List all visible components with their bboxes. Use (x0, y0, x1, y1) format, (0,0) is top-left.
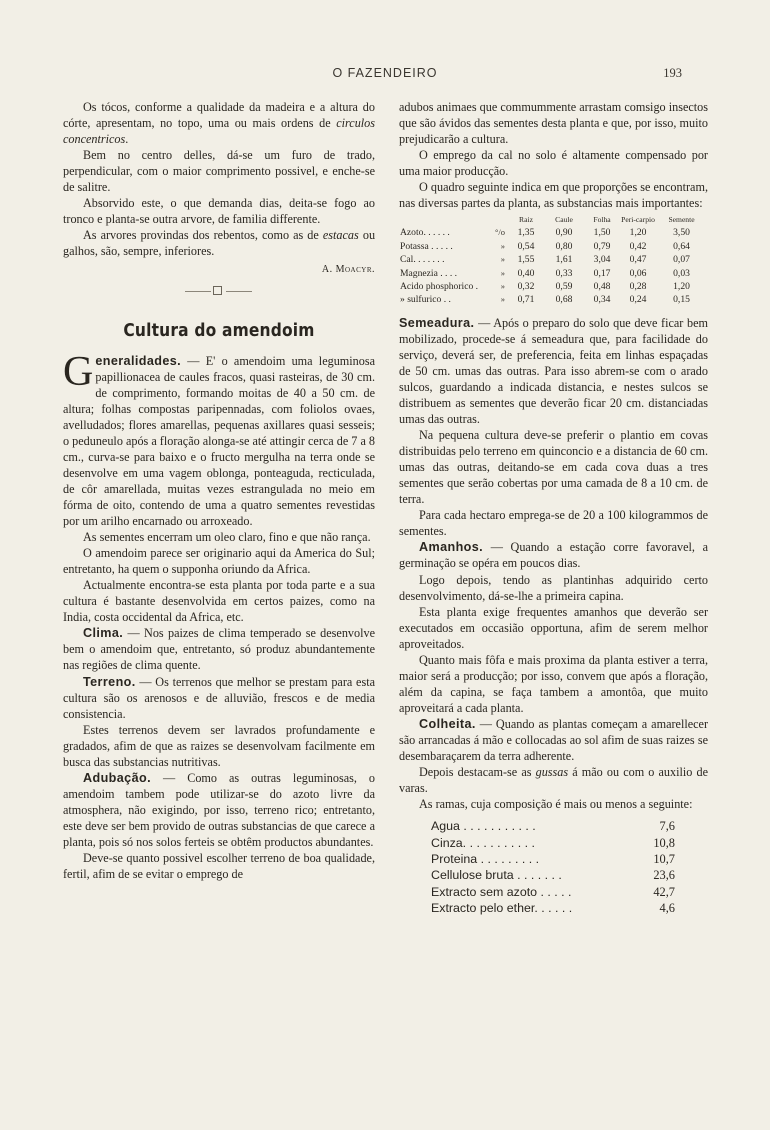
table-unit: » (500, 280, 505, 291)
table-cell: 1,50 (593, 227, 611, 239)
section-keyword: Amanhos. (419, 540, 484, 555)
table-cell: 0,03 (673, 267, 690, 279)
paragraph: Para cada hectaro emprega-se de 20 a 100 kilogrammos de sementes. (399, 508, 708, 539)
table-column-header: Raiz (519, 215, 533, 225)
table-header-row (399, 215, 708, 226)
table-cell: 0,33 (555, 267, 573, 279)
left-column (63, 99, 375, 882)
table-cell: 0,90 (555, 227, 573, 239)
table-row-label: Cal. . . . . . . (400, 254, 445, 266)
paragraph: Quanto mais fôfa e mais proxima da planta estiver a terra, maior será a producção; por isso, convem que após a floração, além da capina, se faça tambem a amontôa, que muito aproveitará a cada planta. (399, 652, 708, 715)
table-row (399, 280, 708, 293)
composition-value: 4,6 (659, 901, 675, 916)
table-cell: 0,24 (629, 294, 647, 306)
paragraph: As arvores provindas dos rebentos, como as de estacas ou galhos, são, sempre, inferiores. (63, 228, 376, 259)
composition-value: 10,8 (653, 835, 675, 850)
composition-value: 10,7 (653, 852, 675, 867)
paragraph-adubacao: Adubação. — Como as outras leguminosas, o amendoim tambem pode utilizar-se do azoto livre da atmosphera, não exigindo, por isso, terreno rico; entretanto, este deve ser bem provido de outras substancias de que carece a planta, pois só nos solos ferteis se obtêm productos abundantes. (63, 770, 376, 849)
section-keyword: eneralidades. (95, 353, 182, 368)
paragraph-terreno: Terreno. — Os terrenos que melhor se prestam para esta cultura são os arenosos e de alluvião, frescos e de media consistencia. (63, 674, 375, 721)
composition-value: 42,7 (653, 884, 675, 899)
paragraph: As sementes encerram um oleo claro, fino e que não rança. (83, 530, 371, 545)
table-row (399, 240, 708, 253)
table-cell: 0,59 (555, 280, 573, 292)
composition-value: 7,6 (659, 819, 675, 834)
table-cell: 0,64 (673, 240, 690, 252)
table-row-label: Acido phosphorico . (400, 280, 479, 292)
section-keyword: Adubação. (83, 770, 151, 785)
table-unit: » (500, 240, 505, 251)
table-unit: » (500, 267, 505, 278)
table-cell: 0,42 (629, 240, 647, 252)
ramas-composition-list (431, 818, 675, 916)
table-row (399, 267, 708, 280)
table-cell: 0,17 (593, 267, 611, 279)
table-unit: °/o (494, 227, 505, 238)
table-cell: 0,28 (629, 280, 647, 292)
paragraph: Bem no centro delles, dá-se um furo de trado, perpendicular, com o maior comprimento possivel, e enche-se de salitre. (63, 148, 375, 195)
paragraph: As ramas, cuja composição é mais ou menos a seguinte: (419, 797, 693, 812)
composition-label: Extracto pelo ether. . . . . . (431, 901, 573, 916)
composition-label: Agua . . . . . . . . . . . (431, 819, 536, 834)
composition-row (431, 867, 675, 883)
section-keyword: Semeadura. (399, 315, 475, 330)
table-cell: 0,68 (555, 294, 573, 306)
composition-value: 23,6 (653, 868, 675, 883)
table-cell: 0,71 (517, 294, 535, 306)
table-cell: 0,34 (593, 294, 611, 306)
paragraph: Esta planta exige frequentes amanhos que deverão ser executados em occasião opportuna, afim de serem melhor aproveitados. (399, 604, 708, 651)
paragraph: Absorvido este, o que demanda dias, deita-se fogo ao tronco e planta-se outra arvore, de familia differente. (63, 196, 375, 227)
table-cell: 0,47 (629, 254, 647, 266)
paragraph-colheita: Colheita. — Quando as plantas começam a amarellecer são arrancadas á mão e collocadas ao sol afim de suas raizes se desembaraçarem da terra adherente. (399, 716, 709, 764)
section-keyword: Terreno. (83, 674, 136, 689)
composition-label: Cinza. . . . . . . . . . . (431, 835, 535, 850)
table-cell: 3,04 (593, 254, 611, 266)
paragraph: Estes terrenos devem ser lavrados profundamente e gradados, afim de que as raizes se desenvolvam facilmente em busca das substancias nutritivas. (63, 722, 375, 769)
table-column-header: Semente (668, 215, 695, 225)
table-cell: 0,32 (517, 280, 535, 292)
table-row-label: Potassa . . . . . (400, 240, 453, 252)
table-row (399, 293, 708, 306)
table-cell: 0,79 (593, 240, 611, 252)
paragraph: Actualmente encontra-se esta planta por toda parte e a sua cultura é bastante desenvolvida em certos paizes, como na India, costa occidental da Africa, etc. (63, 578, 375, 625)
composition-row (431, 900, 675, 916)
drop-cap: G (63, 348, 94, 395)
section-divider (63, 279, 375, 305)
paragraph: Logo depois, tendo as plantinhas adquirido certo desenvolvimento, dá-se-lhe a primeira capina. (399, 572, 708, 603)
table-column-header: Caule (555, 215, 573, 225)
paragraph: Depois destacam-se as gussas á mão ou com o auxilio de varas. (399, 765, 708, 796)
table-column-header: Folha (593, 215, 611, 225)
table-row (399, 226, 708, 239)
table-cell: 1,35 (517, 227, 535, 239)
paragraph: Na pequena cultura deve-se preferir o plantio em covas distribuidas pelo terreno em quinconcio e a distancia de 60 cm. umas das outras, deitando-se em cada cova duas a tres sementes que serão cobertas por uma camada de 8 a 10 cm. de terra. (399, 428, 708, 507)
section-keyword: Clima. (83, 626, 124, 641)
composition-row (431, 835, 675, 851)
paragraph-generalidades: Generalidades. — E' o amendoim uma leguminosa papillionacea de caules fracos, quasi rasteiras, de 30 cm. de comprimento, formando moitas de 40 a 50 cm. de altura; folhas compostas paripennadas, com foliolos ovaes, avelludados; flores amarellas, pequenas axillares quasi sesseis; o peduneulo após a floração alonga-se até attingir cerca de 7 a 8 cm., curva-se para baixo e o fructo mergulha na terra onde se desenvolve em uma vagem oblonga, ponteaguda, recticulada, de côr amarellada, muitas vezes estrangulada no meio em fórma de oito, contendo de uma a quatro sementes revestidas por um arilho encarnado ou arroxeado. (63, 348, 375, 529)
paragraph-semeadura: Semeadura. — Após o preparo do solo que deve ficar bem mobilizado, procede-se á semeadura que, para facilidade do serviço, deverá ser, de preferencia, feita em linhas espaçadas de 50 cm. umas das outras. Para isso abrem-se com o arado sulcos, guardando a indicada distancia, e nestes sulcos se distribuem as sementes que deverão ficar 20 cm. distanciadas umas das outras. (399, 315, 708, 427)
section-keyword: Colheita. (419, 716, 476, 731)
paragraph: Deve-se quanto possivel escolher terreno de boa qualidade, fertil, afim de se evitar o emprego de (63, 851, 375, 882)
paragraph-amanhos: Amanhos. — Quando a estação corre favoravel, a germinação se opéra em poucos dias. (399, 540, 708, 571)
running-header: O FAZENDEIRO (332, 66, 438, 80)
composition-row (431, 851, 675, 867)
table-cell: 0,48 (593, 280, 611, 292)
author-signature: A. Moacyr. (321, 264, 375, 276)
table-cell: 0,80 (555, 240, 573, 252)
composition-table (399, 215, 708, 306)
right-column (399, 99, 708, 917)
composition-label: Proteina . . . . . . . . . (431, 852, 540, 867)
table-cell: 0,54 (517, 240, 535, 252)
composition-row (431, 818, 675, 834)
table-unit: » (500, 294, 505, 305)
table-row-label: » sulfurico . . (400, 294, 451, 306)
paragraph-clima: Clima. — Nos paizes de clima temperado se desenvolve bem o amendoim que, entretanto, só produz abundantemente nas regiões de clima quente. (63, 626, 376, 673)
paragraph: O amendoim parece ser originario aqui da America do Sul; entretanto, ha quem o supponha oriundo da Africa. (63, 546, 375, 577)
table-cell: 0,15 (673, 294, 690, 306)
paragraph: Os tócos, conforme a qualidade da madeira e a altura do córte, apresentam, no topo, uma ou mais ordens de circulos concentricos. (63, 100, 376, 147)
article-title: Cultura do amendoim (123, 319, 315, 341)
table-unit: » (500, 254, 505, 265)
table-cell: 0,40 (517, 267, 535, 279)
composition-label: Extracto sem azoto . . . . . (431, 884, 572, 899)
table-row-label: Magnezia . . . . (400, 267, 458, 279)
paragraph: O quadro seguinte indica em que proporções se encontram, nas diversas partes da planta, as substancias mais importantes: (399, 180, 708, 211)
table-cell: 3,50 (673, 227, 690, 239)
table-row (399, 253, 708, 266)
table-cell: 1,61 (555, 254, 573, 266)
composition-row (431, 884, 675, 900)
paragraph: O emprego da cal no solo é altamente compensado por uma maior producção. (399, 148, 708, 179)
paragraph: adubos animaes que commummente arrastam comsigo insectos que são ávidos das sementes desta planta e que, por isso, muito prejudicarão a cultura. (399, 100, 708, 147)
table-column-header: Peri-carpio (621, 215, 655, 225)
table-cell: 0,06 (629, 267, 647, 279)
table-row-label: Azoto. . . . . . (400, 227, 450, 239)
composition-label: Cellulose bruta . . . . . . . (431, 868, 562, 883)
table-cell: 1,20 (673, 280, 690, 292)
page-number: 193 (663, 66, 682, 80)
table-cell: 1,55 (517, 254, 535, 266)
table-cell: 0,07 (673, 254, 690, 266)
table-cell: 1,20 (629, 227, 647, 239)
